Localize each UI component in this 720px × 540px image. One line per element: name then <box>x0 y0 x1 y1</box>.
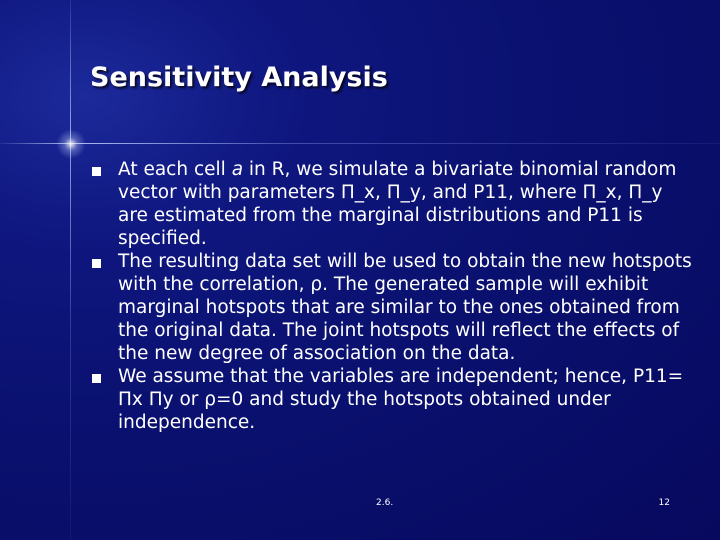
decorative-horizontal-line <box>0 143 720 144</box>
bullet-text-pre: At each cell <box>118 159 232 180</box>
bullet-list <box>92 158 692 434</box>
decorative-vertical-line <box>70 0 71 540</box>
slide-title: Sensitivity Analysis <box>90 62 388 93</box>
slide-number: 12 <box>658 498 670 508</box>
bullet-item <box>92 250 692 365</box>
bullet-item <box>92 365 692 434</box>
bullet-text: The resulting data set will be used to obtain the new hotspots with the correlation, ρ. The generated sample will exhibit marginal hotspots that are similar to the ones obtained from the original data. The joint hotspots will reflect the effects of the new degree of association on the data. <box>118 251 692 364</box>
bullet-text-emphasis: a <box>231 159 244 180</box>
bullet-text: We assume that the variables are independent; hence, P11= Πx Πy or ρ=0 and study the hotspots obtained under independence. <box>118 366 684 433</box>
square-bullet-icon <box>92 374 101 383</box>
footer-text: 2.6. <box>376 498 394 508</box>
bullet-item <box>92 158 692 250</box>
square-bullet-icon <box>92 167 101 176</box>
bullet-text-post: in R, we simulate a bivariate binomial random vector with parameters Π_x, Π_y, and P11, where Π_x, Π_y are estimated from the marginal distributions and P11 is specified. <box>118 159 677 249</box>
square-bullet-icon <box>92 259 101 268</box>
light-flare-icon <box>56 129 86 159</box>
